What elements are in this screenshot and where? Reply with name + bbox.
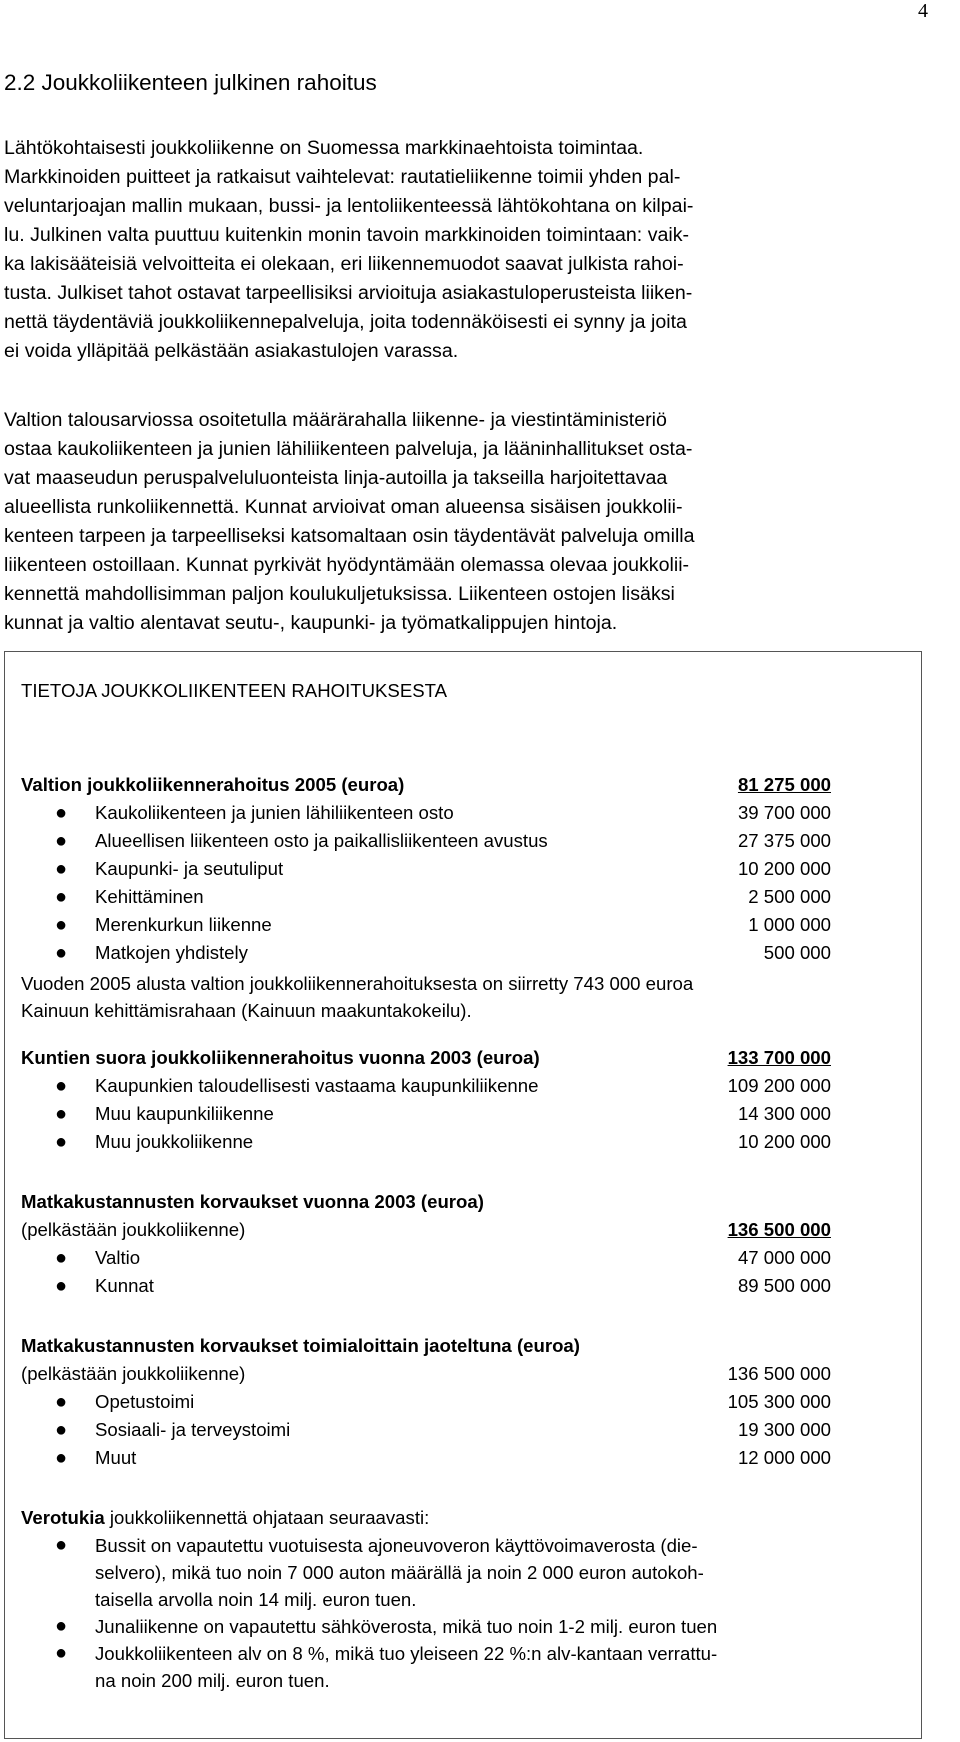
tax-support-heading-rest: joukkoliikennettä ohjataan seuraavasti:	[104, 1507, 430, 1528]
state-funding-item	[21, 855, 831, 883]
municipal-funding-item	[21, 1128, 831, 1156]
paragraph-line: Markkinoiden puitteet ja ratkaisut vaihtelevat: rautatieliikenne toimii yhden pal-	[4, 166, 681, 188]
item-label: Kaupunkien taloudellisesti vastaama kaupunkiliikenne	[95, 1075, 539, 1096]
municipal-funding-item	[21, 1072, 831, 1100]
tax-support-header-row	[21, 1504, 831, 1532]
item-line: selvero), mikä tuo noin 7 000 auton määrällä ja noin 2 000 euron autokoh-	[95, 1562, 704, 1583]
tax-support-heading-bold: Verotukia	[21, 1507, 105, 1528]
bullet-icon: ●	[55, 1615, 68, 1637]
item-label: Valtio	[95, 1247, 141, 1268]
state-funding-item	[21, 799, 831, 827]
paragraph-line: ostaa kaukoliikenteen ja junien lähiliikenteen palveluja, ja lääninhallitukset osta-	[4, 438, 693, 460]
item-value: 105 300 000	[727, 1391, 831, 1412]
paragraph-line: tusta. Julkiset tahot ostavat tarpeellisiksi arvioituja asiakastuloperusteista liiken-	[4, 282, 693, 304]
paragraph-line: alueellista runkoliikennettä. Kunnat arvioivat oman alueensa sisäisen joukkolii-	[4, 496, 683, 518]
paragraph-line: ei voida ylläpitää pelkästään asiakastulojen varassa.	[4, 340, 459, 362]
item-label: Sosiaali- ja terveystoimi	[95, 1419, 291, 1440]
state-funding-total: 81 275 000	[737, 774, 831, 795]
bullet-icon: ●	[55, 1642, 68, 1664]
paragraph-line: kenteen tarpeen ja tarpeelliseksi katsomaltaan osin täydentävät palveluja omilla	[4, 525, 695, 547]
item-value: 39 700 000	[737, 802, 831, 823]
paragraph-intro	[4, 134, 918, 366]
travel-compensation-total: 136 500 000	[727, 1219, 831, 1240]
tax-support-item	[21, 1613, 901, 1640]
tax-support-list	[21, 1532, 901, 1694]
bullet-icon: ●	[55, 1391, 68, 1413]
bullet-icon: ●	[55, 1103, 68, 1125]
paragraph-line: Lähtökohtaisesti joukkoliikenne on Suomessa markkinaehtoista toimintaa.	[4, 137, 644, 159]
bullet-icon: ●	[55, 1131, 68, 1153]
item-label: Kaukoliikenteen ja junien lähiliikenteen osto	[95, 802, 454, 823]
item-line: na noin 200 milj. euron tuen.	[95, 1670, 330, 1691]
travel-compensation-item	[21, 1272, 831, 1300]
paragraph-line: vat maaseudun peruspalveluluonteista linja-autoilla ja takseilla harjoitettavaa	[4, 467, 668, 489]
travel-compensation-subheader-row	[21, 1216, 831, 1244]
item-value: 89 500 000	[737, 1275, 831, 1296]
bullet-icon: ●	[55, 886, 68, 908]
item-label: Muu kaupunkiliikenne	[95, 1103, 274, 1124]
item-label: Kehittäminen	[95, 886, 204, 907]
item-label: Matkojen yhdistely	[95, 942, 248, 963]
item-value: 10 200 000	[737, 858, 831, 879]
paragraph-state-funding	[4, 406, 918, 638]
bullet-icon: ●	[55, 1447, 68, 1469]
item-value: 14 300 000	[737, 1103, 831, 1124]
paragraph-line: ka lakisääteisiä velvoitteita ei olekaan, eri liikennemuodot saavat julkista rahoi-	[4, 253, 684, 275]
note-line: Kainuun kehittämisrahaan (Kainuun maakuntakokeilu).	[21, 1000, 472, 1021]
sector-compensation-item	[21, 1388, 831, 1416]
municipal-funding-total: 133 700 000	[727, 1047, 831, 1068]
item-value: 19 300 000	[737, 1419, 831, 1440]
item-label: Muut	[95, 1447, 137, 1468]
item-label: Opetustoimi	[95, 1391, 195, 1412]
paragraph-line: Valtion talousarviossa osoitetulla määrärahalla liikenne- ja viestintäministeriö	[4, 409, 667, 431]
state-funding-item	[21, 883, 831, 911]
item-label: Alueellisen liikenteen osto ja paikallisliikenteen avustus	[95, 830, 548, 851]
sector-compensation-header-row	[21, 1332, 831, 1360]
item-label: Kaupunki- ja seutuliput	[95, 858, 284, 879]
municipal-funding-item	[21, 1100, 831, 1128]
travel-compensation-item	[21, 1244, 831, 1272]
item-value: 12 000 000	[737, 1447, 831, 1468]
item-line: Joukkoliikenteen alv on 8 %, mikä tuo yleiseen 22 %:n alv-kantaan verrattu-	[95, 1643, 718, 1664]
section-heading: 2.2 Joukkoliikenteen julkinen rahoitus	[4, 70, 377, 95]
item-line: Junaliikenne on vapautettu sähköverosta, mikä tuo noin 1-2 milj. euron tuen	[95, 1616, 718, 1637]
travel-compensation-subheading: (pelkästään joukkoliikenne)	[21, 1219, 246, 1240]
state-funding-heading: Valtion joukkoliikennerahoitus 2005 (euroa)	[21, 774, 405, 795]
state-funding-item	[21, 911, 831, 939]
paragraph-line: lu. Julkinen valta puuttuu kuitenkin monin tavoin markkinoiden toimintaan: vaik-	[4, 224, 690, 246]
state-funding-item	[21, 827, 831, 855]
sector-compensation-subheading: (pelkästään joukkoliikenne)	[21, 1363, 246, 1384]
bullet-icon: ●	[55, 802, 68, 824]
item-line: taisella arvolla noin 14 milj. euron tuen.	[95, 1589, 417, 1610]
item-value: 10 200 000	[737, 1131, 831, 1152]
sector-compensation-heading: Matkakustannusten korvaukset toimialoittain jaoteltuna (euroa)	[21, 1335, 580, 1356]
item-value: 1 000 000	[748, 914, 831, 935]
tax-support-item	[21, 1640, 901, 1694]
state-funding-header-row	[21, 771, 831, 799]
item-label: Muu joukkoliikenne	[95, 1131, 254, 1152]
item-label: Merenkurkun liikenne	[95, 914, 272, 935]
sector-compensation-item	[21, 1444, 831, 1472]
paragraph-line: nettä täydentäviä joukkoliikennepalveluja, joita todennäköisesti ei synny ja joita	[4, 311, 687, 333]
bullet-icon: ●	[55, 914, 68, 936]
item-value: 500 000	[763, 942, 831, 963]
info-box-title: TIETOJA JOUKKOLIIKENTEEN RAHOITUKSESTA	[21, 680, 448, 701]
bullet-icon: ●	[55, 1534, 68, 1556]
sector-compensation-subheader-row	[21, 1360, 831, 1388]
bullet-icon: ●	[55, 1075, 68, 1097]
funding-info-box	[4, 651, 922, 1739]
sector-compensation-item	[21, 1416, 831, 1444]
bullet-icon: ●	[55, 830, 68, 852]
paragraph-line: liikenteen ostoillaan. Kunnat pyrkivät hyödyntämään olemassa olevaa joukkolii-	[4, 554, 690, 576]
item-value: 2 500 000	[748, 886, 831, 907]
paragraph-line: kennettä mahdollisimman paljon koulukuljetuksissa. Liikenteen ostojen lisäksi	[4, 583, 675, 605]
item-value: 109 200 000	[727, 1075, 831, 1096]
sector-compensation-total: 136 500 000	[727, 1363, 831, 1384]
state-funding-note	[21, 970, 901, 1024]
bullet-icon: ●	[55, 942, 68, 964]
item-line: Bussit on vapautettu vuotuisesta ajoneuvoveron käyttövoimaverosta (die-	[95, 1535, 698, 1556]
note-line: Vuoden 2005 alusta valtion joukkoliikennerahoituksesta on siirretty 743 000 euroa	[21, 973, 694, 994]
tax-support-heading	[21, 1504, 429, 1532]
item-value: 47 000 000	[737, 1247, 831, 1268]
page-number: 4	[918, 0, 928, 22]
municipal-funding-heading: Kuntien suora joukkoliikennerahoitus vuonna 2003 (euroa)	[21, 1047, 540, 1068]
paragraph-line: kunnat ja valtio alentavat seutu-, kaupunki- ja työmatkalippujen hintoja.	[4, 612, 618, 634]
bullet-icon: ●	[55, 1275, 68, 1297]
bullet-icon: ●	[55, 1247, 68, 1269]
municipal-funding-header-row	[21, 1044, 831, 1072]
item-label: Kunnat	[95, 1275, 154, 1296]
state-funding-item	[21, 939, 831, 967]
paragraph-line: veluntarjoajan mallin mukaan, bussi- ja lentoliikenteessä lähtökohtana on kilpai-	[4, 195, 694, 217]
item-value: 27 375 000	[737, 830, 831, 851]
bullet-icon: ●	[55, 858, 68, 880]
bullet-icon: ●	[55, 1419, 68, 1441]
travel-compensation-header-row	[21, 1188, 831, 1216]
travel-compensation-heading: Matkakustannusten korvaukset vuonna 2003 (euroa)	[21, 1191, 484, 1212]
tax-support-item	[21, 1532, 901, 1613]
